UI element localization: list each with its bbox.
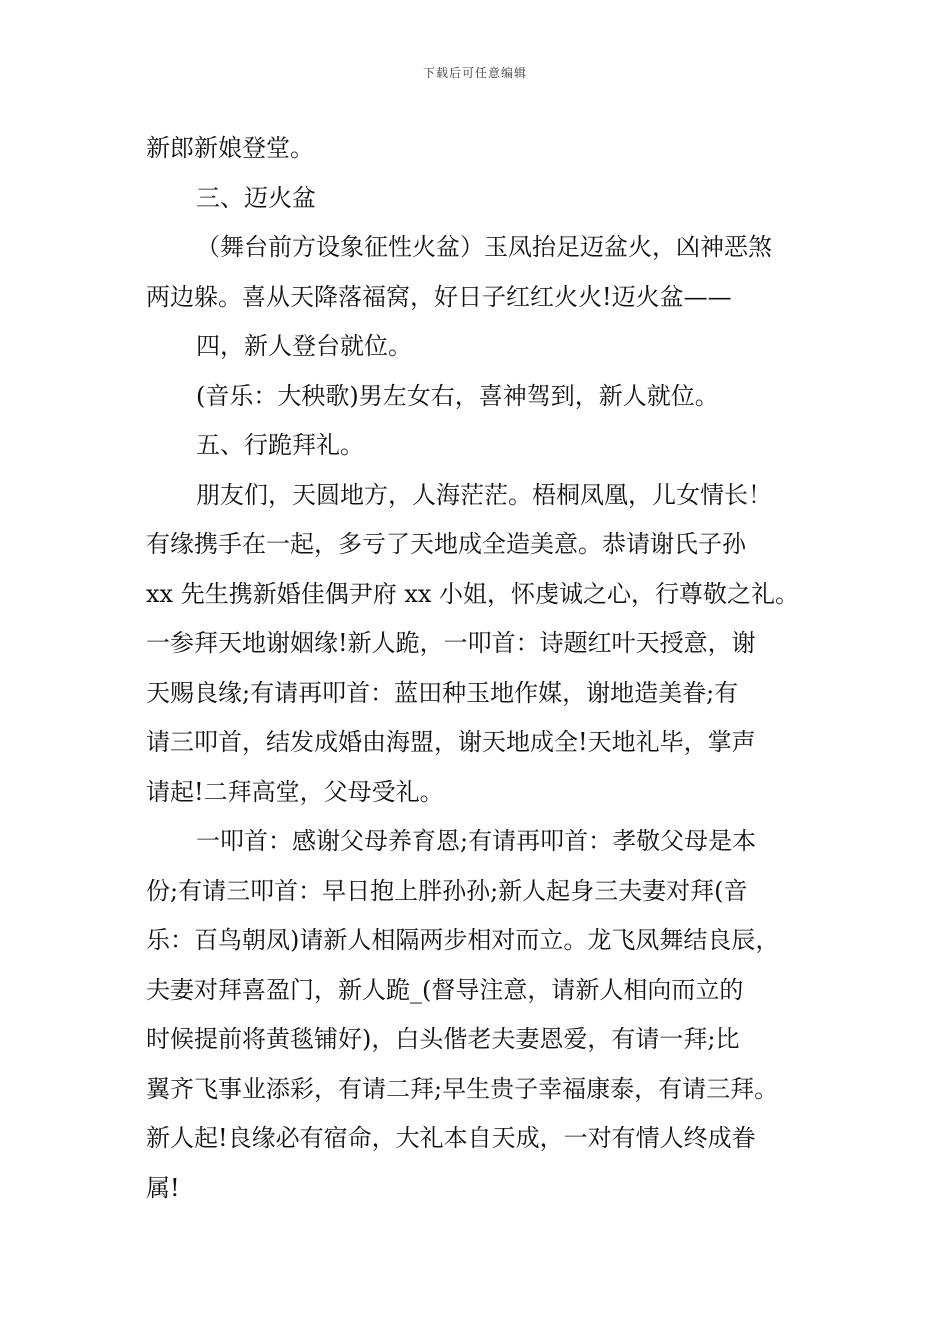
text-line: 份;有请三叩首：早日抱上胖孙孙;新人起身三夫妻对拜(音 <box>146 876 748 905</box>
text-line: 三、迈火盆 <box>196 183 316 212</box>
text-line: (音乐：大秧歌)男左女右，喜神驾到，新人就位。 <box>196 381 719 410</box>
text-line: 有缘携手在一起，多亏了天地成全造美意。恭请谢氏子孙 <box>146 530 746 558</box>
text-line: 翼齐飞事业添彩，有请二拜;早生贵子幸福康泰，有请三拜。 <box>146 1074 779 1103</box>
text-line: 请起!二拜高堂，父母受礼。 <box>146 777 444 806</box>
body-text <box>146 124 812 1213</box>
text-line: （舞台前方设象征性火盆）玉凤抬足迈盆火，凶神恶煞 <box>196 233 772 261</box>
text-line: 属! <box>146 1173 180 1202</box>
text-line: 新郎新娘登堂。 <box>146 134 314 162</box>
page-header: 下载后可任意编辑 <box>422 66 527 80</box>
text-line: 四，新人登台就位。 <box>196 332 412 360</box>
text-line: xx 先生携新婚佳偶尹府 xx 小姐，怀虔诚之心，行尊敬之礼。 <box>146 579 800 608</box>
text-line: 请三叩首，结发成婚由海盟，谢天地成全!天地礼毕，掌声 <box>146 728 756 756</box>
text-line: 一参拜天地谢姻缘!新人跪，一叩首：诗题红叶天授意，谢 <box>146 629 756 657</box>
text-line: 乐：百鸟朝凤)请新人相隔两步相对而立。龙飞凤舞结良辰， <box>146 926 780 954</box>
text-line: 一叩首：感谢父母养育恩;有请再叩首：孝敬父母是本 <box>196 827 757 855</box>
text-line: 朋友们，天圆地方，人海茫茫。梧桐凤凰，儿女情长！ <box>196 480 772 509</box>
text-line: 五、行跪拜礼。 <box>196 431 364 459</box>
text-line: 时候提前将黄毯铺好)，白头偕老夫妻恩爱，有请一拜;比 <box>146 1025 740 1053</box>
text-line: 天赐良缘;有请再叩首：蓝田种玉地作媒，谢地造美眷;有 <box>146 678 739 707</box>
text-line: 新人起!良缘必有宿命，大礼本自天成，一对有情人终成眷 <box>146 1124 756 1152</box>
text-line: 夫妻对拜喜盈门，新人跪_(督导注意，请新人相向而立的 <box>146 975 744 1004</box>
text-line: 两边躲。喜从天降落福窝，好日子红红火火!迈火盆—— <box>146 282 732 311</box>
